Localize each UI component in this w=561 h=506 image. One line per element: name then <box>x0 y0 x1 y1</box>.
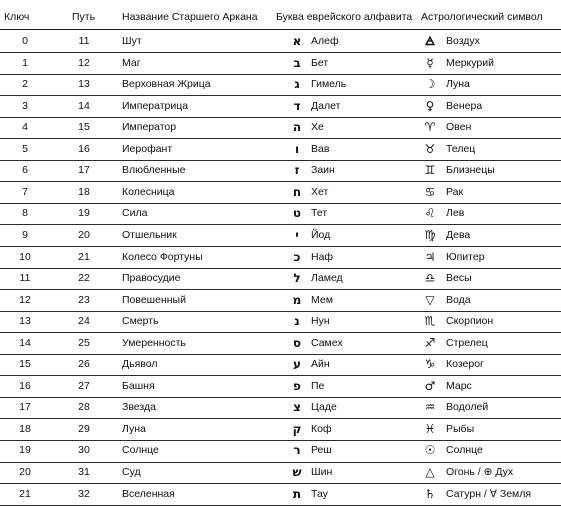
path-cell: 19 <box>78 207 90 220</box>
astrological-symbol-icon: ♏ <box>424 314 436 329</box>
path-cell: 25 <box>78 336 90 349</box>
arcana-name-cell: Верховная Жрица <box>122 78 211 91</box>
table-row <box>0 139 561 160</box>
astrological-symbol-name-cell: Огонь / ⊕ Дух <box>446 466 514 478</box>
path-cell: 20 <box>78 228 90 241</box>
astrological-symbol-name-cell: Юпитер <box>446 250 485 263</box>
astrological-symbol-name-cell: Козерог <box>446 358 484 371</box>
hebrew-letter-name-cell: Шин <box>311 466 333 478</box>
astrological-symbol-icon: ♀ <box>425 98 435 113</box>
arcana-name-cell: Иерофант <box>122 142 173 155</box>
arcana-name-cell: Дьявол <box>122 358 158 371</box>
hebrew-letter-glyph: ז <box>294 163 300 178</box>
astrological-symbol-icon: ♑ <box>424 357 436 372</box>
hebrew-letter-name-cell: Далет <box>311 99 341 112</box>
astrological-symbol-icon: ♄ <box>424 486 436 501</box>
astrological-symbol-icon: ♓ <box>424 421 436 436</box>
key-cell: 6 <box>22 164 28 177</box>
path-cell: 18 <box>78 185 90 198</box>
astrological-symbol-icon: △ <box>425 465 435 479</box>
astrological-symbol-icon: ♐ <box>424 335 436 350</box>
hebrew-letter-name-cell: Коф <box>311 422 332 435</box>
hebrew-letter-glyph: נ <box>294 314 300 329</box>
table-row <box>0 53 561 74</box>
hebrew-letter-name-cell: Пе <box>311 379 325 392</box>
astrological-symbol-icon: ♈ <box>424 120 436 135</box>
table-row <box>0 182 561 203</box>
arcana-name-cell: Отшельник <box>122 228 177 241</box>
arcana-name-cell: Умеренность <box>122 336 186 349</box>
path-cell: 14 <box>78 99 90 112</box>
header-hebrew-letter: Буква еврейского алфавита <box>276 11 413 23</box>
hebrew-letter-name-cell: Хе <box>311 121 324 134</box>
key-cell: 4 <box>22 121 28 134</box>
key-cell: 11 <box>19 272 31 285</box>
arcana-name-cell: Правосудие <box>122 272 181 285</box>
arcana-name-cell: Башня <box>122 379 155 392</box>
path-cell: 30 <box>78 444 90 457</box>
hebrew-letter-glyph: י <box>295 227 299 242</box>
table-row <box>0 247 561 268</box>
hebrew-letter-glyph: ל <box>293 271 301 286</box>
astrological-symbol-icon: ☿ <box>426 55 434 70</box>
hebrew-letter-name-cell: Наф <box>311 250 334 263</box>
astrological-symbol-name-cell: Воздух <box>446 35 480 47</box>
hebrew-letter-glyph: ד <box>293 98 301 113</box>
header-key: Ключ <box>4 11 30 23</box>
row-divider <box>0 505 561 506</box>
hebrew-letter-name-cell: Ламед <box>311 272 343 285</box>
key-cell: 12 <box>19 293 31 306</box>
path-cell: 17 <box>78 164 90 177</box>
key-cell: 1 <box>22 56 28 69</box>
arcana-name-cell: Смерть <box>122 315 159 328</box>
hebrew-letter-name-cell: Хет <box>311 185 329 198</box>
hebrew-letter-glyph: ט <box>292 206 302 221</box>
arcana-name-cell: Сила <box>122 207 148 220</box>
hebrew-letter-glyph: א <box>292 34 302 48</box>
path-cell: 22 <box>78 272 90 285</box>
header-path: Путь <box>72 11 96 23</box>
astrological-symbol-name-cell: Скорпион <box>446 315 494 328</box>
path-cell: 13 <box>78 78 90 91</box>
astrological-symbol-name-cell: Рак <box>446 185 464 198</box>
header-astrological-symbol: Астрологический символ <box>421 11 543 23</box>
astrological-symbol-name-cell: Вода <box>446 293 471 306</box>
astrological-symbol-icon: ☉ <box>424 443 436 458</box>
arcana-name-cell: Колесо Фортуны <box>122 250 203 263</box>
key-cell: 2 <box>22 78 28 91</box>
table-row <box>0 333 561 354</box>
astrological-symbol-icon: ♒ <box>424 400 436 415</box>
astrological-symbol-icon: ♎ <box>424 271 436 286</box>
path-cell: 11 <box>78 35 90 47</box>
astrological-symbol-name-cell: Близнецы <box>446 164 495 177</box>
astrological-symbol-name-cell: Марс <box>446 379 472 392</box>
astrological-symbol-icon: ♂ <box>424 378 436 393</box>
path-cell: 21 <box>78 250 90 263</box>
arcana-name-cell: Солнце <box>122 444 159 457</box>
astrological-symbol-name-cell: Луна <box>446 78 470 91</box>
hebrew-letter-glyph: ב <box>293 55 301 70</box>
key-cell: 0 <box>22 35 28 47</box>
astrological-symbol-name-cell: Стрелец <box>446 336 488 349</box>
path-cell: 24 <box>78 315 90 328</box>
hebrew-letter-name-cell: Тет <box>311 207 328 220</box>
arcana-name-cell: Звезда <box>122 401 156 414</box>
hebrew-letter-name-cell: Цаде <box>311 401 337 414</box>
hebrew-letter-name-cell: Мем <box>311 293 333 306</box>
astrological-symbol-icon: 🜁 <box>424 34 436 48</box>
astrological-symbol-name-cell: Дева <box>446 228 471 241</box>
hebrew-letter-glyph: ר <box>293 443 301 458</box>
astrological-symbol-name-cell: Овен <box>446 121 472 134</box>
path-cell: 26 <box>78 358 90 371</box>
astrological-symbol-icon: ♃ <box>424 249 436 264</box>
hebrew-letter-glyph: ק <box>292 421 302 436</box>
path-cell: 23 <box>78 293 90 306</box>
hebrew-letter-glyph: צ <box>293 400 301 415</box>
arcana-name-cell: Император <box>122 121 177 134</box>
table-row <box>0 290 561 311</box>
astrological-symbol-name-cell: Телец <box>446 142 476 155</box>
arcana-name-cell: Луна <box>122 422 146 435</box>
table-row <box>0 376 561 397</box>
arcana-name-cell: Маг <box>122 56 141 69</box>
table-row <box>0 74 561 95</box>
astrological-symbol-name-cell: Сатурн / ∀ Земля <box>446 487 532 500</box>
astrological-symbol-icon: ♍ <box>424 227 436 242</box>
arcana-name-cell: Императрица <box>122 99 189 112</box>
path-cell: 12 <box>78 56 90 69</box>
table-row <box>0 397 561 418</box>
path-cell: 16 <box>78 142 90 155</box>
hebrew-letter-name-cell: Тау <box>311 487 328 500</box>
table-row <box>0 311 561 332</box>
hebrew-letter-glyph: ס <box>292 335 302 350</box>
table-row <box>0 354 561 375</box>
key-cell: 10 <box>19 250 31 263</box>
astrological-symbol-name-cell: Солнце <box>446 444 483 457</box>
table-row <box>0 203 561 224</box>
arcana-name-cell: Влюбленные <box>122 164 186 177</box>
hebrew-letter-name-cell: Заин <box>311 164 335 177</box>
path-cell: 29 <box>78 422 90 435</box>
arcana-name-cell: Колесница <box>122 185 175 198</box>
hebrew-letter-name-cell: Гимель <box>311 78 347 91</box>
astrological-symbol-name-cell: Венера <box>446 99 483 112</box>
path-cell: 31 <box>78 466 90 478</box>
astrological-symbol-icon: ☽ <box>424 77 436 92</box>
hebrew-letter-glyph: מ <box>292 292 302 307</box>
hebrew-letter-glyph: ש <box>292 465 302 479</box>
arcana-name-cell: Повешенный <box>122 293 186 306</box>
astrological-symbol-name-cell: Лев <box>446 207 465 220</box>
table-row <box>0 225 561 246</box>
astrological-symbol-icon: ▽ <box>425 292 435 307</box>
path-cell: 15 <box>78 121 90 134</box>
key-cell: 18 <box>19 422 31 435</box>
hebrew-letter-glyph: כ <box>293 249 301 264</box>
hebrew-letter-name-cell: Бет <box>311 56 329 69</box>
arcana-name-cell: Вселенная <box>122 487 175 500</box>
astrological-symbol-icon: ♋ <box>424 184 436 199</box>
hebrew-letter-name-cell: Реш <box>311 444 332 457</box>
key-cell: 13 <box>19 315 31 328</box>
table-row <box>0 440 561 461</box>
astrological-symbol-icon: ♊ <box>424 163 436 178</box>
table-row <box>0 484 561 505</box>
key-cell: 19 <box>19 444 31 457</box>
hebrew-letter-glyph: ג <box>294 77 300 92</box>
hebrew-letter-glyph: ה <box>292 120 302 135</box>
key-cell: 9 <box>22 228 28 241</box>
astrological-symbol-icon: ♉ <box>424 141 436 156</box>
key-cell: 21 <box>19 487 31 500</box>
astrological-symbol-name-cell: Весы <box>446 272 472 285</box>
key-cell: 16 <box>19 379 31 392</box>
hebrew-letter-glyph: ו <box>294 141 300 156</box>
hebrew-letter-name-cell: Нун <box>311 315 330 328</box>
key-cell: 7 <box>22 185 28 198</box>
hebrew-letter-glyph: פ <box>293 378 301 393</box>
key-cell: 14 <box>19 336 31 349</box>
astrological-symbol-name-cell: Водолей <box>446 401 489 414</box>
hebrew-letter-name-cell: Самех <box>311 336 343 349</box>
key-cell: 8 <box>22 207 28 220</box>
hebrew-letter-name-cell: Алеф <box>311 35 339 47</box>
table-row <box>0 117 561 138</box>
key-cell: 15 <box>19 358 31 371</box>
hebrew-letter-name-cell: Айн <box>311 358 330 371</box>
table-row <box>0 160 561 181</box>
key-cell: 17 <box>19 401 31 414</box>
hebrew-letter-name-cell: Йод <box>311 228 331 241</box>
table-row <box>0 31 561 52</box>
hebrew-letter-name-cell: Вав <box>311 142 330 155</box>
path-cell: 28 <box>78 401 90 414</box>
arcana-name-cell: Шут <box>122 35 142 47</box>
arcana-name-cell: Суд <box>122 466 141 478</box>
path-cell: 27 <box>78 379 90 392</box>
table-header <box>0 0 561 28</box>
header-divider <box>0 29 561 30</box>
astrological-symbol-name-cell: Меркурий <box>446 56 494 69</box>
hebrew-letter-glyph: ת <box>292 486 302 501</box>
key-cell: 3 <box>22 99 28 112</box>
astrological-symbol-name-cell: Рыбы <box>446 422 475 435</box>
astrological-symbol-icon: ♌ <box>424 206 436 221</box>
key-cell: 20 <box>19 466 31 478</box>
table-row <box>0 419 561 440</box>
header-arcana: Название Старшего Аркана <box>122 11 258 23</box>
hebrew-letter-glyph: ע <box>293 357 301 372</box>
table-row <box>0 268 561 289</box>
path-cell: 32 <box>78 487 90 500</box>
hebrew-letter-glyph: ח <box>292 184 302 199</box>
key-cell: 5 <box>22 142 28 155</box>
table-row <box>0 96 561 117</box>
